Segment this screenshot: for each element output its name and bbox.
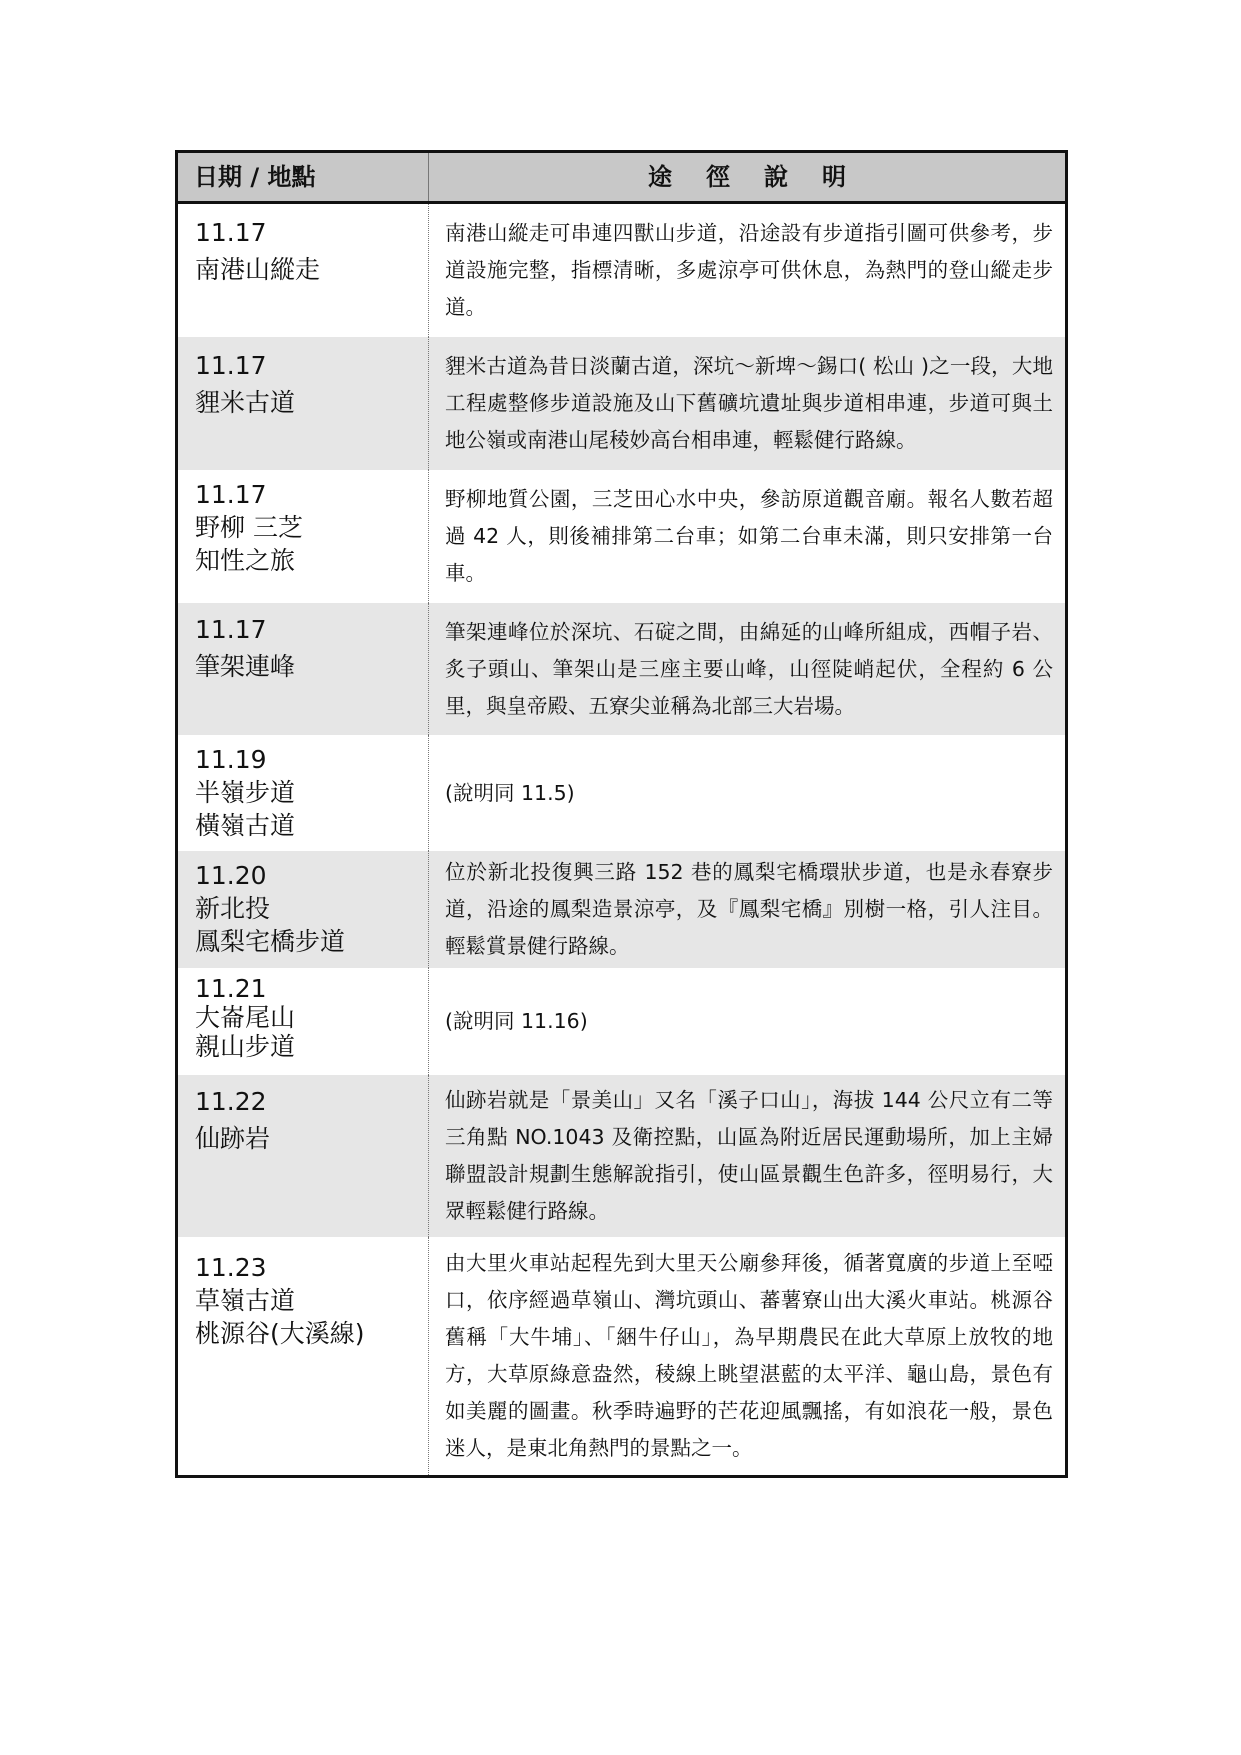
header-date-location: 日期 / 地點 bbox=[178, 153, 429, 201]
date-location-cell bbox=[178, 204, 429, 337]
description-cell bbox=[429, 337, 1065, 470]
table-body bbox=[178, 204, 1065, 1475]
description-cell bbox=[429, 851, 1065, 968]
description-cell bbox=[429, 968, 1065, 1075]
description-text: (說明同 11.16) bbox=[445, 1009, 588, 1033]
location-text: 大崙尾山 bbox=[195, 1003, 296, 1032]
description-text: 位於新北投復興三路 152 巷的鳳梨宅橋環狀步道，也是永春寮步道，沿途的鳳梨造景涼亭，及『鳳梨宅橋』別樹一格，引人注目。輕鬆賞景健行路線。 bbox=[445, 860, 1053, 958]
location-text: 筆架連峰 bbox=[195, 652, 296, 681]
location-text: 橫嶺古道 bbox=[195, 811, 296, 840]
location-text: 南港山縱走 bbox=[195, 255, 321, 284]
table-row bbox=[178, 968, 1065, 1075]
route-table bbox=[175, 150, 1068, 1478]
description-text: 貍米古道為昔日淡蘭古道，深坑～新埤～錫口( 松山 )之一段，大地工程處整修步道設施及山下舊礦坑遺址與步道相串連，步道可與土地公嶺或南港山尾稜妙高台相串連，輕鬆健行路線。 bbox=[445, 354, 1053, 452]
location-text: 野柳 三芝 bbox=[195, 513, 303, 542]
date-text: 11.20 bbox=[195, 861, 267, 890]
description-text: (說明同 11.5) bbox=[445, 780, 575, 805]
date-text: 11.17 bbox=[195, 615, 267, 644]
date-text: 11.23 bbox=[195, 1253, 267, 1282]
date-location-cell bbox=[178, 1237, 429, 1475]
description-cell bbox=[429, 204, 1065, 337]
date-text: 11.17 bbox=[195, 480, 267, 509]
date-text: 11.19 bbox=[195, 745, 267, 774]
location-text: 仙跡岩 bbox=[195, 1124, 271, 1153]
date-location-cell bbox=[178, 337, 429, 470]
description-text: 由大里火車站起程先到大里天公廟參拜後，循著寬廣的步道上至啞口，依序經過草嶺山、灣坑頭山、蕃薯寮山出大溪火車站。桃源谷舊稱「大牛埔」、「綑牛仔山」，為早期農民在此大草原上放牧的地方，大草原綠意盎然，稜線上眺望湛藍的太平洋、龜山島，景色有如美麗的圖畫。秋季時遍野的芒花迎風飄搖，有如浪花一般，景色迷人，是東北角熱門的景點之一。 bbox=[445, 1251, 1053, 1460]
location-text: 貍米古道 bbox=[195, 388, 296, 417]
date-location-cell bbox=[178, 851, 429, 968]
description-cell bbox=[429, 1075, 1065, 1237]
date-location-cell bbox=[178, 603, 429, 735]
location-text: 知性之旅 bbox=[195, 546, 296, 575]
description-text: 仙跡岩就是「景美山」又名「溪子口山」，海拔 144 公尺立有二等三角點 NO.1043 及衛控點，山區為附近居民運動場所，加上主婦聯盟設計規劃生態解說指引，使山區景觀生色許多，徑明易行，大眾輕鬆健行路線。 bbox=[445, 1088, 1053, 1223]
description-text: 南港山縱走可串連四獸山步道，沿途設有步道指引圖可供參考，步道設施完整，指標清晰，多處涼亭可供休息，為熱門的登山縱走步道。 bbox=[445, 221, 1053, 319]
table-row bbox=[178, 337, 1065, 470]
table-header bbox=[178, 153, 1065, 204]
description-cell bbox=[429, 735, 1065, 851]
location-text: 新北投 bbox=[195, 894, 271, 923]
table-row bbox=[178, 1237, 1065, 1475]
location-text: 親山步道 bbox=[195, 1032, 296, 1061]
description-cell bbox=[429, 470, 1065, 603]
table-row bbox=[178, 851, 1065, 968]
description-cell bbox=[429, 1237, 1065, 1475]
date-text: 11.17 bbox=[195, 351, 267, 380]
date-location-cell bbox=[178, 1075, 429, 1237]
date-text: 11.22 bbox=[195, 1087, 267, 1116]
date-location-cell bbox=[178, 470, 429, 603]
table-row bbox=[178, 603, 1065, 735]
date-text: 11.17 bbox=[195, 218, 267, 247]
table-row bbox=[178, 735, 1065, 851]
date-location-cell bbox=[178, 968, 429, 1075]
location-text: 草嶺古道 bbox=[195, 1286, 296, 1315]
description-cell bbox=[429, 603, 1065, 735]
date-text: 11.21 bbox=[195, 974, 267, 1003]
table-row bbox=[178, 470, 1065, 603]
table-row bbox=[178, 1075, 1065, 1237]
location-text: 桃源谷(大溪線) bbox=[195, 1319, 365, 1348]
header-route-description: 途徑說明 bbox=[648, 163, 880, 191]
description-text: 野柳地質公園，三芝田心水中央，參訪原道觀音廟。報名人數若超過 42 人，則後補排第二台車；如第二台車未滿，則只安排第一台車。 bbox=[445, 487, 1053, 585]
description-text: 筆架連峰位於深坑、石碇之間，由綿延的山峰所組成，西帽子岩、炙子頭山、筆架山是三座主要山峰，山徑陡峭起伏，全程約 6 公里，與皇帝殿、五寮尖並稱為北部三大岩場。 bbox=[445, 619, 1053, 718]
table-row bbox=[178, 204, 1065, 337]
date-location-cell bbox=[178, 735, 429, 851]
location-text: 半嶺步道 bbox=[195, 778, 296, 807]
location-text: 鳳梨宅橋步道 bbox=[195, 927, 346, 956]
